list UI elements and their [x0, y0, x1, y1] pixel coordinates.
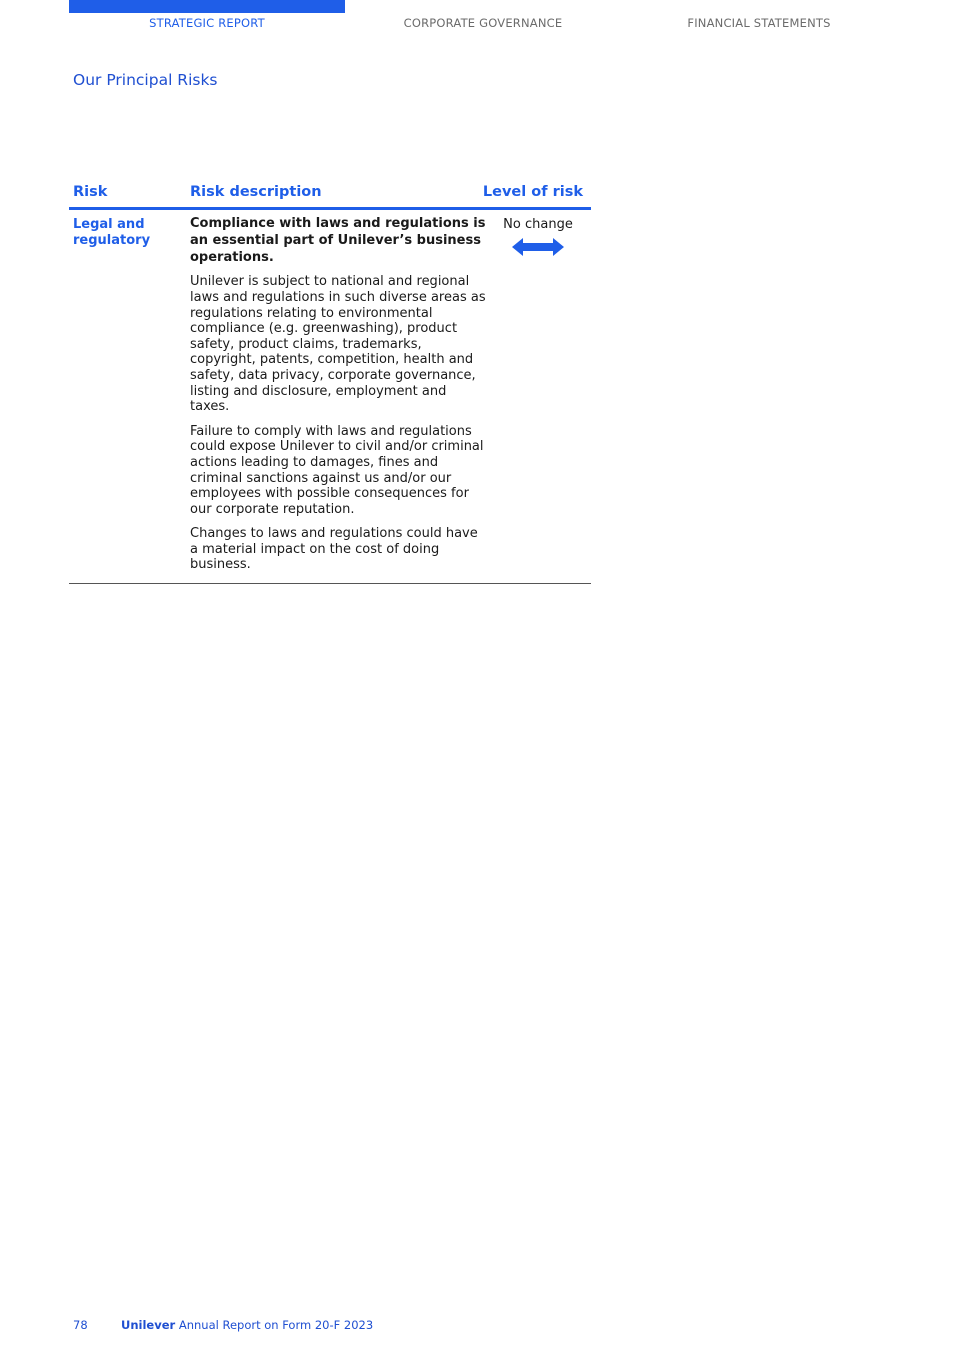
risk-table: [69, 183, 591, 584]
description-paragraph: Unilever is subject to national and regional laws and regulations in such diverse areas as regulations relating to environmental compliance (e.g. greenwashing), product safety, product claims, trademarks, copyright, patents, competition, health and safety, data privacy, corporate governance, listing and disclosure, employment and taxes.: [190, 274, 486, 415]
double-arrow-icon: [512, 237, 564, 257]
active-tab-indicator: [69, 0, 345, 13]
description-lead: Compliance with laws and regulations is an essential part of Unilever’s business operations.: [190, 216, 486, 265]
risk-name: Legal and regulatory: [73, 217, 151, 248]
description-paragraph: Failure to comply with laws and regulations could expose Unilever to civil and/or criminal actions leading to damages, fines and criminal sanctions against us and/or our employees with possible consequences for our corporate reputation.: [190, 423, 484, 517]
table-row: [69, 210, 591, 584]
tab-strategic-report[interactable]: STRATEGIC REPORT: [149, 16, 265, 30]
description-paragraph: Changes to laws and regulations could have a material impact on the cost of doing business.: [190, 526, 478, 573]
tab-corporate-governance[interactable]: CORPORATE GOVERNANCE: [403, 16, 563, 30]
section-title: Our Principal Risks: [73, 71, 218, 89]
brand-name: Unilever: [121, 1318, 176, 1332]
header-level-of-risk: Level of risk: [482, 184, 583, 200]
document-name: Annual Report on Form 20-F 2023: [178, 1318, 374, 1332]
header-risk: Risk: [73, 184, 108, 200]
risk-description: [190, 216, 486, 573]
page-number: 78: [73, 1318, 88, 1332]
level-of-risk: [494, 217, 582, 257]
tab-financial-statements[interactable]: FINANCIAL STATEMENTS: [687, 16, 831, 30]
level-label: No change: [503, 217, 573, 232]
footer-title: [121, 1318, 373, 1332]
header-risk-description: Risk description: [190, 184, 322, 200]
table-header: [69, 183, 591, 210]
